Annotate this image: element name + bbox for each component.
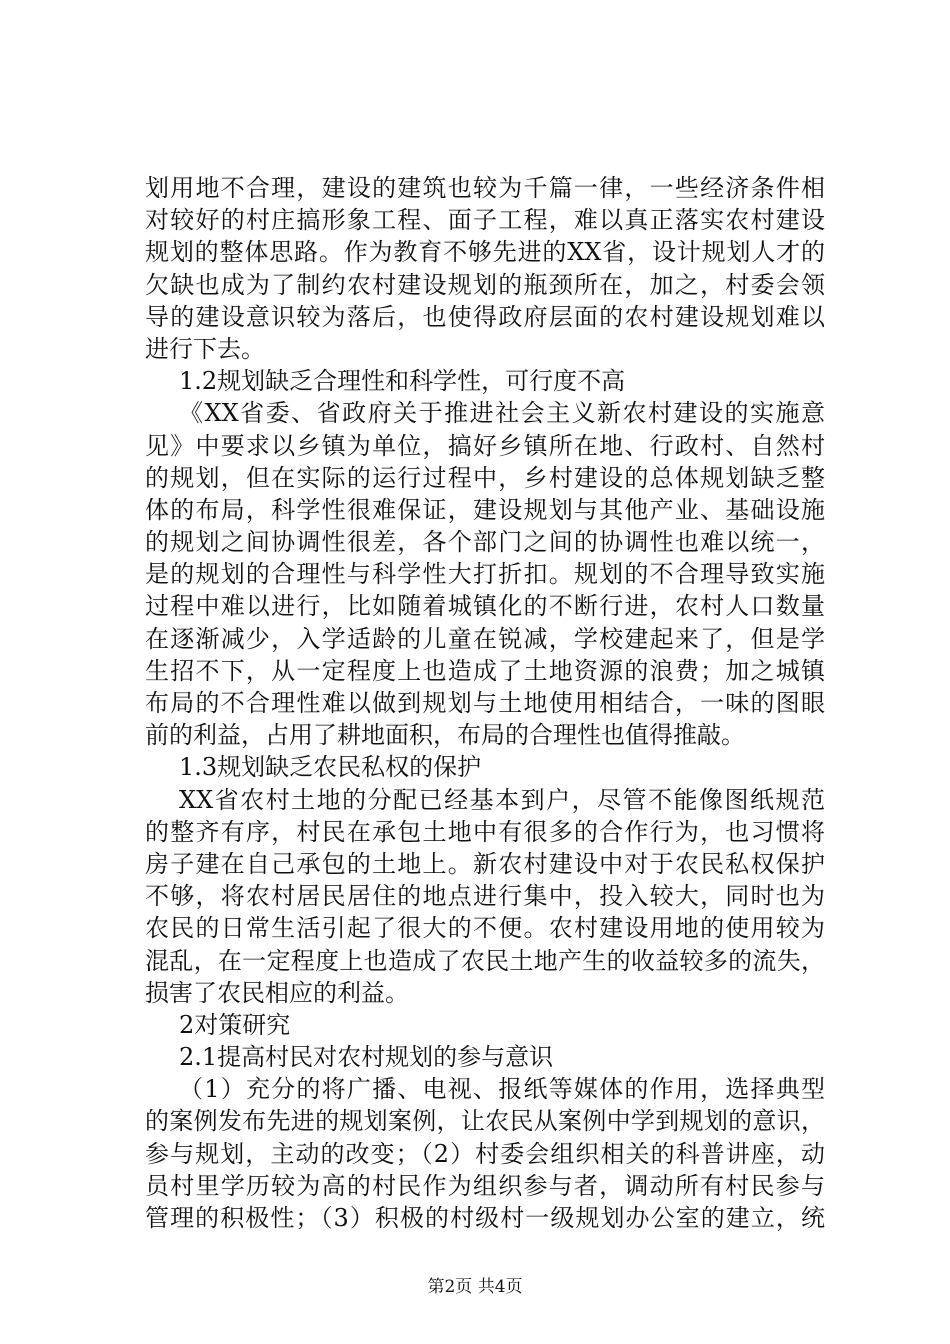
text-line: 布局的不合理性难以做到规划与土地使用相结合，一味的图眼 (145, 689, 825, 717)
text-line: 进行下去。 (145, 334, 265, 363)
text-line: 是的规划的合理性与科学性大打折扣。规划的不合理导致实施 (145, 560, 825, 589)
text-line: 前的利益，占用了耕地面积，布局的合理性也值得推敲。 (145, 721, 745, 750)
section-heading: 1.2规划缺乏合理性和科学性，可行度不高 (179, 367, 626, 396)
section-heading: 1.3规划缺乏农民私权的保护 (179, 753, 482, 782)
document-body (145, 172, 825, 1234)
text-line: 参与规划，主动的改变；（2）村委会组织相关的科普讲座，动 (145, 1139, 825, 1168)
text-line: XX省农村土地的分配已经基本到户，尽管不能像图纸规范 (179, 785, 825, 814)
text-line: 见》中要求以乡镇为单位，搞好乡镇所在地、行政村、自然村 (145, 431, 825, 460)
text-line: 的规划，但在实际的运行过程中，乡村建设的总体规划缺乏整 (145, 463, 825, 492)
text-line: 房子建在自己承包的土地上。新农村建设中对于农民私权保护 (145, 849, 825, 878)
text-line: 管理的积极性；（3）积极的村级村一级规划办公室的建立，统 (145, 1204, 825, 1232)
page-number-footer: 第2页 共4页 (427, 1277, 523, 1297)
text-line: 员村里学历较为高的村民作为组织参与者，调动所有村民参与 (145, 1171, 825, 1200)
text-line: 生招不下，从一定程度上也造成了土地资源的浪费；加之城镇 (145, 656, 825, 685)
text-line: 导的建设意识较为落后，也使得政府层面的农村建设规划难以 (145, 302, 825, 331)
text-line: 对较好的村庄搞形象工程、面子工程，难以真正落实农村建设 (145, 206, 825, 235)
text-line: 欠缺也成为了制约农村建设规划的瓶颈所在，加之，村委会领 (145, 270, 825, 299)
text-line: 规划的整体思路。作为教育不够先进的XX省，设计规划人才的 (145, 238, 825, 267)
text-line: 农民的日常生活引起了很大的不便。农村建设用地的使用较为 (145, 914, 825, 943)
text-line: 的整齐有序，村民在承包土地中有很多的合作行为，也习惯将 (145, 817, 825, 846)
section-heading: 2对策研究 (179, 1010, 291, 1039)
text-line: 不够，将农村居民居住的地点进行集中，投入较大，同时也为 (145, 882, 825, 911)
text-line: 损害了农民相应的利益。 (145, 978, 409, 1007)
section-heading: 2.1提高村民对农村规划的参与意识 (179, 1043, 554, 1072)
text-line: 的案例发布先进的规划案例，让农民从案例中学到规划的意识， (145, 1107, 825, 1136)
text-line: 划用地不合理，建设的建筑也较为千篇一律，一些经济条件相 (145, 174, 825, 202)
text-line: 混乱，在一定程度上也造成了农民土地产生的收益较多的流失， (145, 946, 825, 975)
text-line: 的规划之间协调性很差，各个部门之间的协调性也难以统一， (145, 528, 825, 557)
text-line: 在逐渐减少，入学适龄的儿童在锐减，学校建起来了，但是学 (145, 624, 825, 653)
text-line: 过程中难以进行，比如随着城镇化的不断行进，农村人口数量 (145, 592, 825, 621)
text-line: 《XX省委、省政府关于推进社会主义新农村建设的实施意 (179, 399, 825, 428)
text-line: （1）充分的将广播、电视、报纸等媒体的作用，选择典型 (179, 1075, 825, 1104)
text-line: 体的布局，科学性很难保证，建设规划与其他产业、基础设施 (145, 495, 825, 524)
